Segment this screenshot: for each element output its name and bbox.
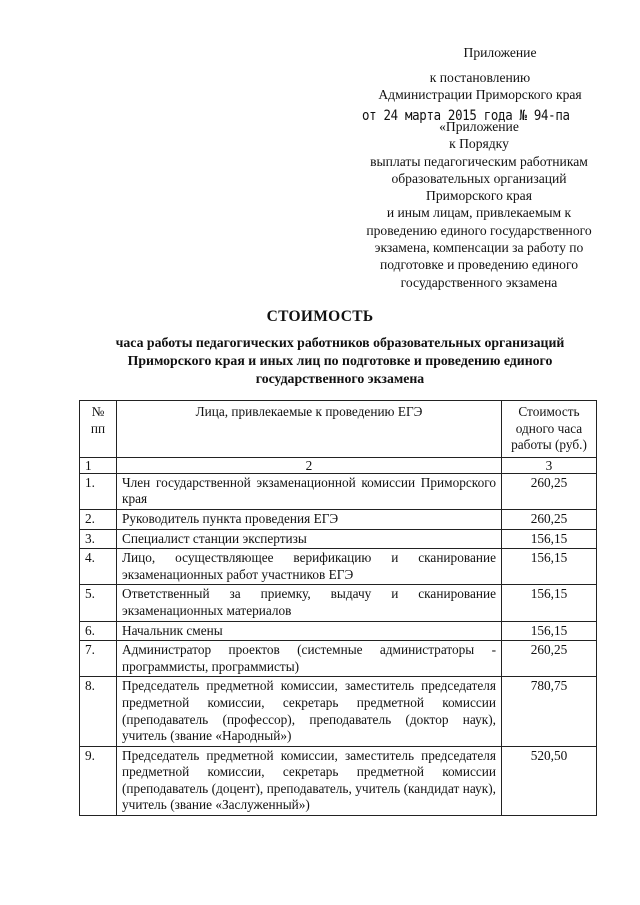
index-cell: 1	[80, 457, 117, 473]
row-num: 7.	[80, 641, 117, 677]
row-num: 5.	[80, 585, 117, 621]
row-num: 8.	[80, 677, 117, 746]
appendix-header	[330, 44, 630, 104]
table-row	[80, 549, 597, 585]
row-name: Председатель предметной комиссии, заместитель председателя предметной комиссии, секретарь предметной комиссии (преподаватель (профессор), преподаватель (доктор наук), учитель (звание «Народный»)	[117, 677, 502, 746]
table-index-row	[80, 457, 597, 473]
index-cell: 3	[502, 457, 597, 473]
table-row	[80, 529, 597, 549]
row-name: Ответственный за приемку, выдачу и сканирование экзаменационных материалов	[117, 585, 502, 621]
order-line: подготовке и проведению единого	[379, 257, 579, 273]
row-name: Начальник смены	[117, 621, 502, 641]
row-name: Лицо, осуществляющее верификацию и сканирование экзаменационных работ участников ЕГЭ	[117, 549, 502, 585]
order-line: образовательных организаций	[391, 170, 567, 186]
order-appendix-block	[340, 118, 618, 291]
document-subtitle	[88, 334, 592, 388]
table-row	[80, 585, 597, 621]
subtitle-line: часа работы педагогических работников образовательных организаций	[115, 335, 565, 350]
row-num: 6.	[80, 621, 117, 641]
subtitle-line: Приморского края и иных лиц по подготовке и проведению единого	[127, 353, 553, 368]
row-cost: 156,15	[502, 549, 597, 585]
table-row	[80, 473, 597, 509]
row-name: Администратор проектов (системные администраторы - программисты, программисты)	[117, 641, 502, 677]
row-cost: 780,75	[502, 677, 597, 746]
appendix-title: Приложение	[463, 45, 537, 60]
decree-stamp: от 24 марта 2015 года № 94-па	[362, 106, 570, 124]
appendix-line: Администрации Приморского края	[378, 87, 582, 102]
order-line: выплаты педагогическим работникам	[370, 153, 588, 169]
table-row	[80, 746, 597, 815]
cost-table	[79, 400, 597, 816]
row-cost: 520,50	[502, 746, 597, 815]
row-num: 9.	[80, 746, 117, 815]
order-line: государственного экзамена	[400, 274, 558, 290]
table-row	[80, 677, 597, 746]
order-line: проведению единого государственного	[366, 222, 592, 238]
header-num: № пп	[80, 401, 117, 458]
row-cost: 260,25	[502, 509, 597, 529]
header-cost: Стоимость одного часа работы (руб.)	[502, 401, 597, 458]
order-line: к Порядку	[449, 136, 509, 152]
document-title: СТОИМОСТЬ	[266, 308, 374, 325]
row-name: Член государственной экзаменационной комиссии Приморского края	[117, 473, 502, 509]
order-line: Приморского края	[426, 188, 532, 204]
row-name: Руководитель пункта проведения ЕГЭ	[117, 509, 502, 529]
order-line: и иным лицам, привлекаемым к	[386, 205, 572, 221]
row-num: 4.	[80, 549, 117, 585]
order-line: экзамена, компенсации за работу по	[374, 240, 584, 256]
row-num: 3.	[80, 529, 117, 549]
row-cost: 156,15	[502, 585, 597, 621]
table-row	[80, 641, 597, 677]
table-header-row	[80, 401, 597, 458]
subtitle-line: государственного экзамена	[255, 371, 425, 386]
appendix-line: к постановлению	[429, 69, 531, 85]
row-cost: 156,15	[502, 621, 597, 641]
table-row	[80, 509, 597, 529]
row-cost: 156,15	[502, 529, 597, 549]
row-num: 2.	[80, 509, 117, 529]
table-row	[80, 621, 597, 641]
order-line: «Приложение	[439, 119, 519, 134]
row-name: Председатель предметной комиссии, заместитель председателя предметной комиссии, секретарь предметной комиссии (преподаватель (доцент), преподаватель, учитель (кандидат наук), учитель (звание «Заслуженный»)	[117, 746, 502, 815]
row-cost: 260,25	[502, 641, 597, 677]
header-persons: Лица, привлекаемые к проведению ЕГЭ	[117, 401, 502, 458]
row-num: 1.	[80, 473, 117, 509]
row-cost: 260,25	[502, 473, 597, 509]
row-name: Специалист станции экспертизы	[117, 529, 502, 549]
index-cell: 2	[117, 457, 502, 473]
